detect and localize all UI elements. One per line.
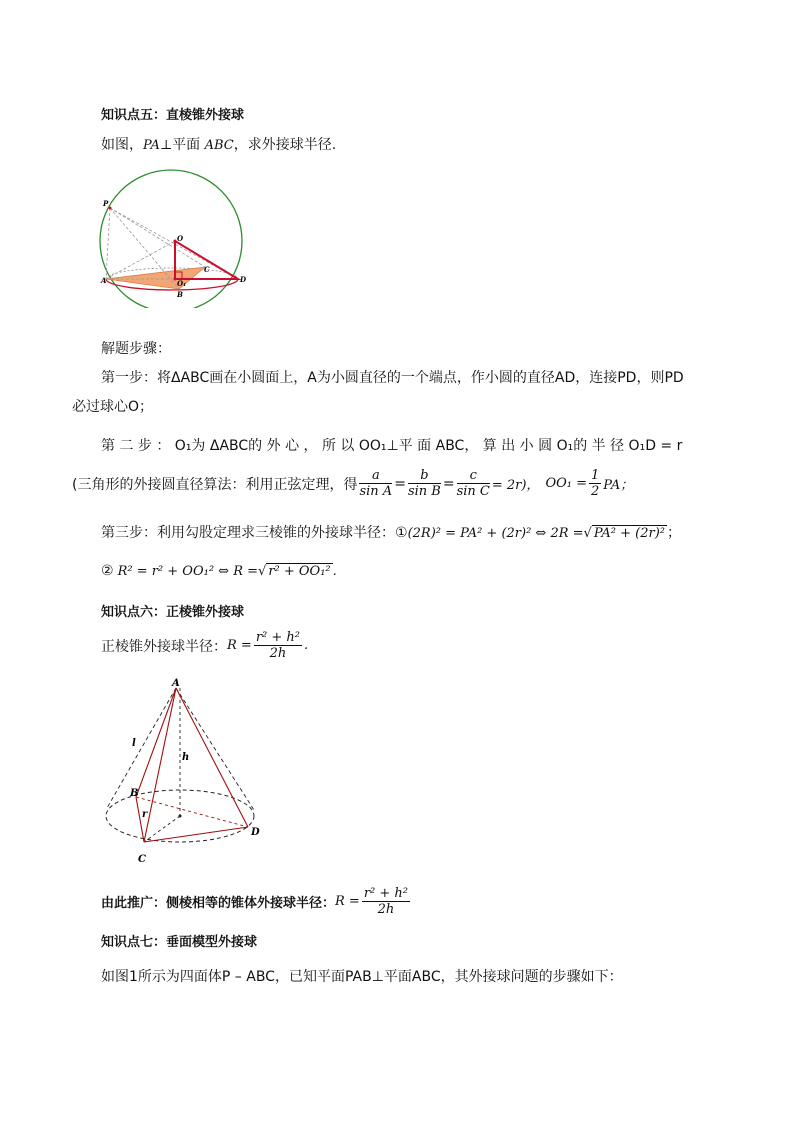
frac-a-num: a <box>359 468 392 484</box>
label-p: P <box>103 199 109 208</box>
intro-math2: ABC <box>204 138 234 153</box>
label-h: h <box>182 752 190 763</box>
step3-end: ； <box>666 525 681 541</box>
step3-sqrt: PA² + (2r)² <box>593 526 665 541</box>
step2-eq-2r: = 2r)， <box>491 478 540 493</box>
label-o: O <box>177 234 184 243</box>
generalize-num: r² + h² <box>363 886 409 901</box>
label-b2: B <box>130 788 139 799</box>
step3-eq1: (2R)² = PA² + (2r)² ⇔ 2R = <box>407 526 584 541</box>
steps-title: 解题步骤： <box>101 341 171 357</box>
frac-half-num: 1 <box>591 468 600 483</box>
step2-pa: PA； <box>603 478 634 493</box>
section5-heading: 知识点五：直棱锥外接球 <box>101 108 245 123</box>
pa-line <box>106 208 110 279</box>
generalize-den: 2h <box>377 902 395 917</box>
pc-line <box>110 208 205 267</box>
step2-line1: 第 二 步 ： O₁为 ΔABC的 外 心 ， 所 以 OO₁⊥平 面 ABC， 算 出 小 圆 O₁的 半 径 O₁D = r <box>101 438 683 454</box>
label-c2: C <box>138 854 146 865</box>
ac-edge <box>144 688 176 842</box>
point-p <box>109 207 112 210</box>
center-point <box>179 815 182 818</box>
label-d: D <box>240 275 247 284</box>
frac-a <box>359 468 392 499</box>
intro-prefix: 如图， <box>101 137 143 153</box>
intro-suffix: ，求外接球半径. <box>233 137 337 153</box>
ab-edge <box>136 688 176 797</box>
label-c: C <box>204 265 210 274</box>
section6-frac <box>254 630 302 661</box>
step1-line2: 必过球心O； <box>72 399 154 415</box>
step2-prefix: (三角形的外接圆直径算法：利用正弦定理，得 <box>72 476 358 493</box>
frac-c <box>457 468 490 499</box>
frac-half-den: 2 <box>591 484 600 499</box>
cone-right-edge <box>176 688 254 810</box>
frac-b-den: sin B <box>407 484 441 499</box>
label-d2: D <box>251 827 260 838</box>
step3-prefix: 第三步：利用勾股定理求三棱锥的外接球半径：① <box>101 525 408 541</box>
label-r: r <box>142 809 148 820</box>
step2-line2: (三角形的外接圆直径算法：利用正弦定理，得 $\frac{a}{\text{sin A}}$ = $\frac{b}{\text{sin B}}$ = $\frac{c}{\text{sin C}}$ = 2r)， OO₁ = $\frac{1}{2}$ PA； <box>72 468 634 499</box>
section6-formula <box>101 630 308 661</box>
section6-r-eq: R = <box>227 638 252 653</box>
label-apex: A <box>172 678 180 689</box>
section6-text: 正棱锥外接球半径： <box>101 638 227 655</box>
section6-heading: 知识点六：正棱锥外接球 <box>101 605 245 620</box>
section6-end: . <box>304 638 309 653</box>
label-o1: O₁ <box>177 279 187 288</box>
section7-heading: 知识点七：垂面模型外接球 <box>101 935 258 950</box>
intro-mid: 平面 <box>172 137 201 153</box>
cone-figure <box>100 676 270 868</box>
step4-sqrt: r² + OO₁² <box>268 564 331 579</box>
section5-intro <box>101 134 336 154</box>
generalize-text: 由此推广：侧棱相等的锥体外接球半径： <box>101 896 336 911</box>
label-l: l <box>132 738 136 749</box>
step2-oo1: OO₁ = <box>545 476 587 491</box>
generalize-r-eq: R = <box>335 894 360 909</box>
label-b: B <box>177 290 183 299</box>
frac-a-den: sin A <box>359 484 393 499</box>
step4-eq: R² = r² + OO₁² ⇔ R = <box>117 564 259 579</box>
generalize-line <box>101 886 412 917</box>
intro-math: PA⊥ <box>143 138 173 153</box>
step4-end: . <box>332 564 337 579</box>
sphere-figure <box>95 168 255 308</box>
step4-line: ② R² = r² + OO₁² ⇔ R =√ r² + OO₁² . <box>101 563 337 579</box>
step4-prefix: ② <box>101 563 114 579</box>
step3-line: 第三步：利用勾股定理求三棱锥的外接球半径：①(2R)² = PA² + (2r)² ⇔ 2R =√ PA² + (2r)² ； <box>101 525 681 541</box>
label-a: A <box>101 276 107 285</box>
section7-text: 如图1所示为四面体P – ABC，已知平面PAB⊥平面ABC，其外接球问题的步骤如下： <box>101 969 623 985</box>
frac-c-num: c <box>457 468 490 484</box>
step1-line1: 第一步：将ΔABC画在小圆面上，A为小圆直径的一个端点，作小圆的直径AD，连接PD，则PD <box>101 370 684 386</box>
frac-half <box>589 468 601 499</box>
frac-c-den: sin C <box>456 484 490 499</box>
section6-den: 2h <box>269 646 287 661</box>
generalize-frac <box>362 886 410 917</box>
frac-b-num: b <box>408 468 441 484</box>
frac-b <box>408 468 441 499</box>
section6-num: r² + h² <box>255 630 300 645</box>
